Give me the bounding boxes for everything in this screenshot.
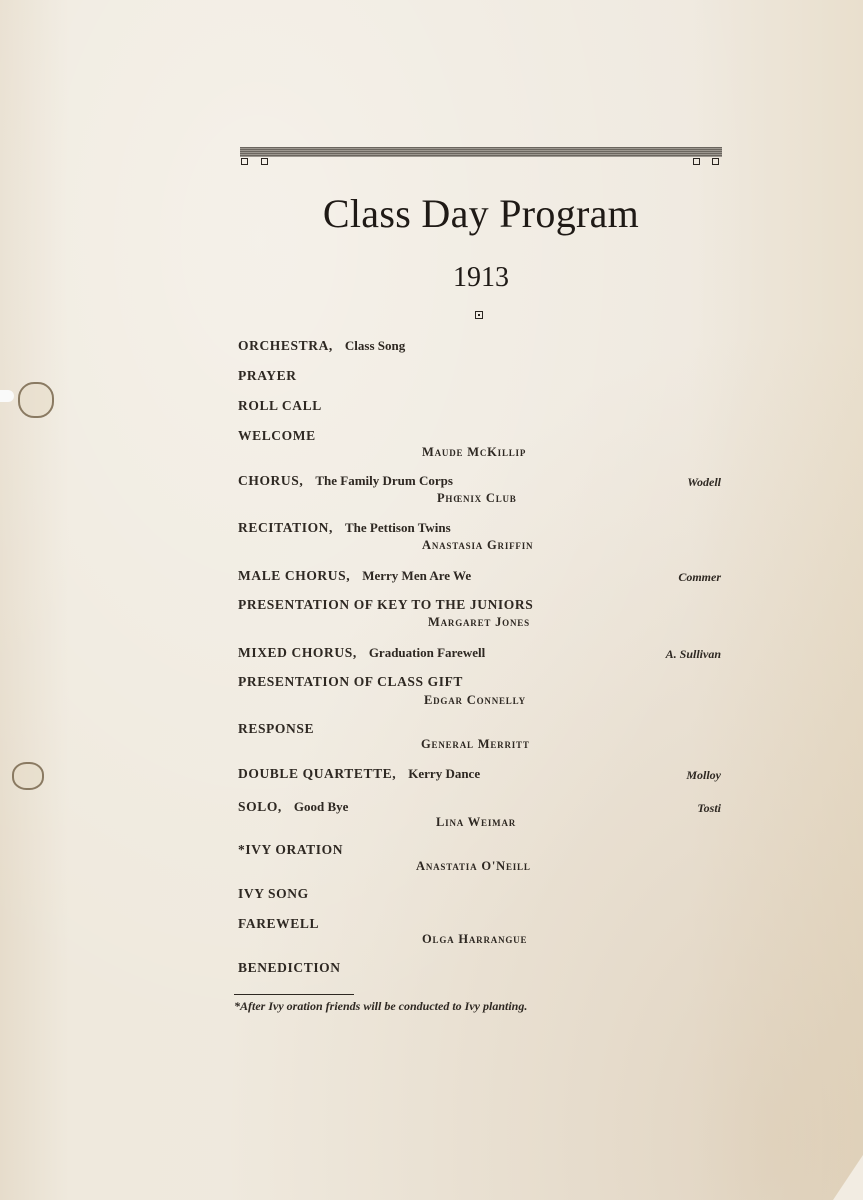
event-name: PRESENTATION OF KEY TO THE JUNIORS [238,597,534,612]
program-item [238,428,316,444]
square-ornament-icon [712,158,719,165]
event-name: RESPONSE [238,721,315,736]
program-item [238,842,343,858]
performer-name: Lina Weimar [436,815,517,829]
event-name: SOLO, [238,799,282,814]
program-item [238,799,348,815]
composer-name: Wodell [687,475,721,489]
program-item [238,473,453,489]
program-item [238,520,451,536]
performer-name: Anastatia O'Neill [416,859,531,873]
composer-name: Commer [678,570,721,584]
program-item [238,766,480,782]
square-ornament-icon [261,158,268,165]
performer-name: Phœnix Club [437,491,517,505]
performer-name: Edgar Connelly [424,693,526,707]
program-item [238,886,309,902]
piece-title: The Pettison Twins [345,520,451,535]
program-item [238,721,314,737]
torn-corner [833,1155,863,1200]
piece-title: Graduation Farewell [368,645,486,660]
square-ornament-icon [693,158,700,165]
page-title: Class Day Program [322,191,640,236]
punch-hole-top [18,382,54,418]
performer-name: Margaret Jones [428,615,530,629]
program-item [238,338,405,354]
event-name: PRESENTATION OF CLASS GIFT [238,674,464,689]
event-name: MALE CHORUS, [238,568,351,583]
performer-name: Maude McKillip [422,445,527,459]
performer-name: Anastasia Griffin [422,538,534,552]
header-rule [240,147,722,157]
square-ornament-icon [475,311,483,319]
composer-name: Molloy [686,768,721,782]
event-name: IVY SONG [238,886,309,901]
event-name: FAREWELL [238,916,320,931]
event-name: PRAYER [238,368,297,383]
event-name: RECITATION, [238,520,333,535]
piece-title: Merry Men Are We [362,568,472,583]
page-notch [0,390,14,402]
program-item [238,597,533,613]
square-ornament-icon [241,158,248,165]
performer-name: Olga Harrangue [422,932,528,946]
footnote-rule [234,994,354,995]
program-item [238,568,471,584]
event-name: BENEDICTION [238,960,341,975]
program-item [238,916,319,932]
event-name: WELCOME [238,428,316,443]
event-name: DOUBLE QUARTETTE, [238,766,397,781]
piece-title: Good Bye [293,799,349,814]
footnote: *After Ivy oration friends will be conducted to Ivy planting. [234,999,528,1013]
event-name: *IVY ORATION [238,842,344,857]
program-year: 1913 [453,262,509,293]
composer-name: A. Sullivan [665,647,721,661]
program-item [238,398,322,414]
program-item [238,645,485,661]
event-name: ORCHESTRA, [238,338,333,353]
event-name: MIXED CHORUS, [238,645,357,660]
program-item [238,960,341,976]
composer-name: Tosti [697,801,721,815]
punch-hole-bottom [12,762,44,790]
event-name: CHORUS, [238,473,304,488]
program-item [238,674,463,690]
performer-name: General Merritt [421,737,530,751]
piece-title: The Family Drum Corps [315,473,453,488]
piece-title: Class Song [344,338,406,353]
program-item [238,368,297,384]
event-name: ROLL CALL [238,398,322,413]
piece-title: Kerry Dance [408,766,481,781]
